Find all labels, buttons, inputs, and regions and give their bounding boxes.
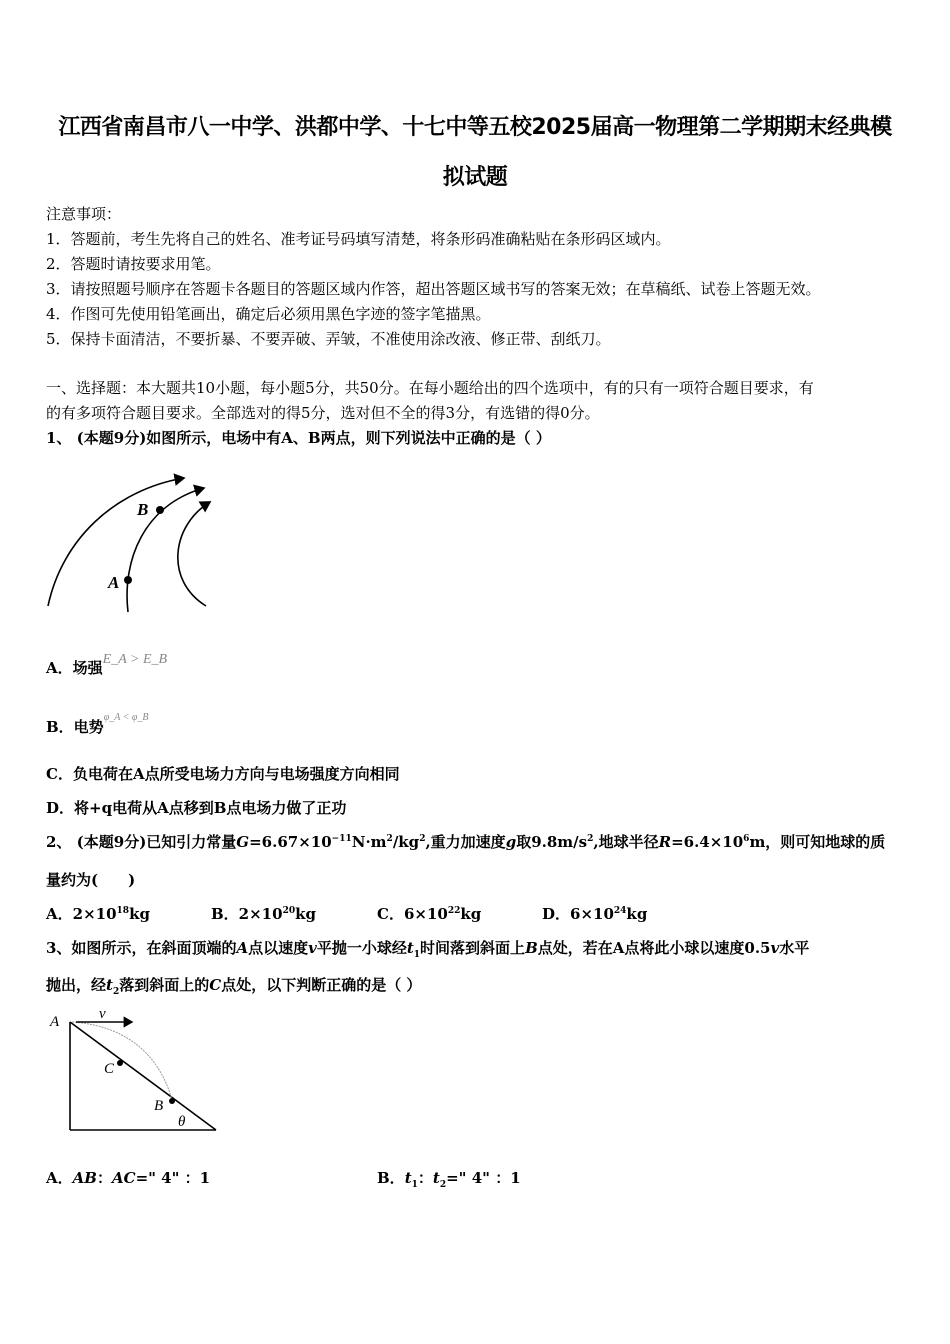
q2-option-a	[46, 903, 150, 924]
notice-heading: 注意事项：	[46, 205, 122, 223]
q1-option-b-math: φ_A < φ_B	[103, 712, 149, 723]
q3-text-2: 点以速度	[248, 939, 309, 957]
q1-option-a	[46, 652, 168, 678]
q2-option-b	[211, 903, 316, 924]
q1-option-a-label: A．场强	[46, 659, 103, 677]
angle-theta-label: θ	[178, 1114, 186, 1130]
q3-text-7: 抛出，经	[46, 976, 107, 994]
q3-option-a	[46, 1167, 210, 1188]
q3-option-a-ab: AB	[72, 1169, 97, 1187]
q2-radius-text: ,地球半径	[593, 833, 659, 851]
q2-g-unit-exp-2: 2	[419, 834, 426, 844]
notice-item-4: 4．作图可先使用铅笔画出，确定后必须用黑色字迹的签字笔描黑。	[46, 305, 491, 323]
notice-item-5: 5．保持卡面清洁，不要折暴、不要弄破、弄皱，不准使用涂改液、修正带、刮纸刀。	[46, 330, 611, 348]
q3-time-1: t	[406, 939, 414, 957]
point-b-label: B	[137, 500, 149, 519]
section1-line1: 一、选择题：本大题共10小题，每小题5分，共50分。在每小题给出的四个选项中，有的只有一项符合题目要求，有	[46, 379, 814, 397]
exam-title-line2: 拟试题	[442, 165, 508, 190]
q3-text-9: 点处，以下判断正确的是（ ）	[221, 976, 422, 994]
q3-text-4: 时间落到斜面上	[420, 939, 526, 957]
q3-option-b-t2: t	[432, 1169, 440, 1187]
q2-gravity-text: ,重力加速度	[425, 833, 506, 851]
point-b-dot	[156, 506, 164, 514]
q1-field-line-figure	[44, 470, 219, 615]
q3-option-b-ratio: =" 4" ：1	[446, 1169, 521, 1187]
q3-stem-line2	[46, 974, 421, 997]
q2-option-c	[377, 903, 481, 924]
q2-stem-line1	[46, 831, 885, 852]
q2-radius-symbol: R	[658, 833, 672, 851]
q2-option-d	[542, 903, 647, 924]
q1-option-d: D．将+q电荷从A点移到B点电场力做了正功	[46, 799, 347, 817]
field-line-3	[178, 502, 210, 606]
q2-option-d-unit: kg	[626, 905, 648, 923]
q1-option-b-label: B．电势	[46, 718, 104, 736]
q3-option-b-t2-sub: 2	[439, 1180, 447, 1190]
q2-option-d-text: D．6×10	[542, 905, 614, 923]
q2-option-a-text: A．2×10	[46, 905, 117, 923]
q3-option-b-t1-sub: 1	[411, 1180, 418, 1190]
q3-text-8: 落到斜面上的	[119, 976, 210, 994]
q3-option-b-t1: t	[404, 1169, 412, 1187]
q2-option-b-text: B．2×10	[211, 905, 283, 923]
notice-item-2: 2．答题时请按要求用笔。	[46, 255, 221, 273]
q3-option-a-ac: AC	[111, 1169, 136, 1187]
q2-g-unit-exp-1: 2	[386, 834, 393, 844]
q3-text-1: 3、如图所示，在斜面顶端的	[46, 939, 237, 957]
q2-option-a-unit: kg	[129, 905, 150, 923]
q2-g-unit-1: N·m	[351, 833, 387, 851]
point-a-label: A	[108, 573, 120, 592]
velocity-label: v	[99, 1008, 106, 1022]
q2-g-constant-exp: −11	[331, 834, 352, 844]
point-c-label: C	[104, 1061, 115, 1077]
point-a-label: A	[50, 1014, 60, 1030]
q2-radius-value: =6.4×10	[671, 833, 744, 851]
q3-point-b: B	[525, 939, 538, 957]
q2-stem-prefix: 2、 (本题9分)已知引力常量	[46, 833, 237, 851]
point-c-dot	[117, 1060, 123, 1066]
q3-incline-figure	[44, 1008, 224, 1138]
point-b-dot	[169, 1098, 175, 1104]
q2-gravity-value: 取9.8m/s	[516, 833, 588, 851]
q2-gravity-exp: 2	[587, 834, 594, 844]
q2-radius-exp: 6	[743, 834, 750, 844]
q1-option-a-math: E_A > E_B	[102, 652, 168, 667]
q2-option-c-exp: 22	[447, 906, 461, 916]
q1-option-c: C．负电荷在A点所受电场力方向与电场强度方向相同	[46, 765, 400, 783]
q1-stem: 1、 (本题9分)如图所示，电场中有A、B两点，则下列说法中正确的是（ ）	[46, 429, 551, 447]
q2-option-c-text: C．6×10	[377, 905, 448, 923]
q3-stem-line1	[46, 937, 809, 960]
notice-item-3: 3．请按照题号顺序在答题卡各题目的答题区域内作答，超出答题区域书写的答案无效；在草稿纸、试卷上答题无效。	[46, 280, 821, 298]
q3-time-2-sub: 2	[112, 987, 120, 997]
q2-gravity-symbol: g	[505, 833, 517, 851]
q2-stem-line2: 量约为( )	[46, 871, 136, 889]
q2-g-constant-value: =6.67×10	[249, 833, 332, 851]
q1-option-b	[46, 712, 149, 737]
q2-option-c-unit: kg	[460, 905, 482, 923]
q2-g-constant-symbol: G	[236, 833, 250, 851]
q3-text-6: 水平	[779, 939, 810, 957]
q3-option-b-colon: ：	[417, 1169, 433, 1187]
q3-text-5: 点处，若在A点将此小球以速度0.5	[537, 939, 771, 957]
q2-option-b-unit: kg	[295, 905, 316, 923]
q3-time-2: t	[106, 976, 113, 994]
q2-stem-tail: m，则可知地球的质	[749, 833, 886, 851]
section1-line2: 的有多项符合题目要求。全部选对的得5分，选对但不全的得3分，有选错的得0分。	[46, 404, 600, 422]
q2-option-d-exp: 24	[613, 906, 627, 916]
q3-point-c: C	[209, 976, 222, 994]
q3-time-1-sub: 1	[413, 950, 421, 960]
incline-slope	[70, 1022, 216, 1130]
q3-text-3: 平抛一小球经	[316, 939, 407, 957]
q3-point-a: A	[236, 939, 249, 957]
point-b-label: B	[154, 1098, 164, 1114]
point-a-dot	[124, 576, 132, 584]
q3-velocity: v	[308, 939, 317, 957]
q3-velocity-2: v	[770, 939, 780, 957]
q2-option-b-exp: 20	[282, 906, 296, 916]
notice-item-1: 1．答题前，考生先将自己的姓名、准考证号码填写清楚，将条形码准确粘贴在条形码区域内。	[46, 230, 671, 248]
q3-option-a-colon: ：	[96, 1169, 112, 1187]
q3-option-a-prefix: A．	[46, 1169, 73, 1187]
q3-option-b	[377, 1167, 521, 1190]
exam-title-line1: 江西省南昌市八一中学、洪都中学、十七中等五校2025届高一物理第二学期期末经典模	[58, 115, 892, 140]
q3-option-b-prefix: B．	[377, 1169, 405, 1187]
q2-g-unit-2: /kg	[392, 833, 420, 851]
q2-option-a-exp: 18	[116, 906, 130, 916]
q3-option-a-ratio: =" 4" ：1	[135, 1169, 211, 1187]
